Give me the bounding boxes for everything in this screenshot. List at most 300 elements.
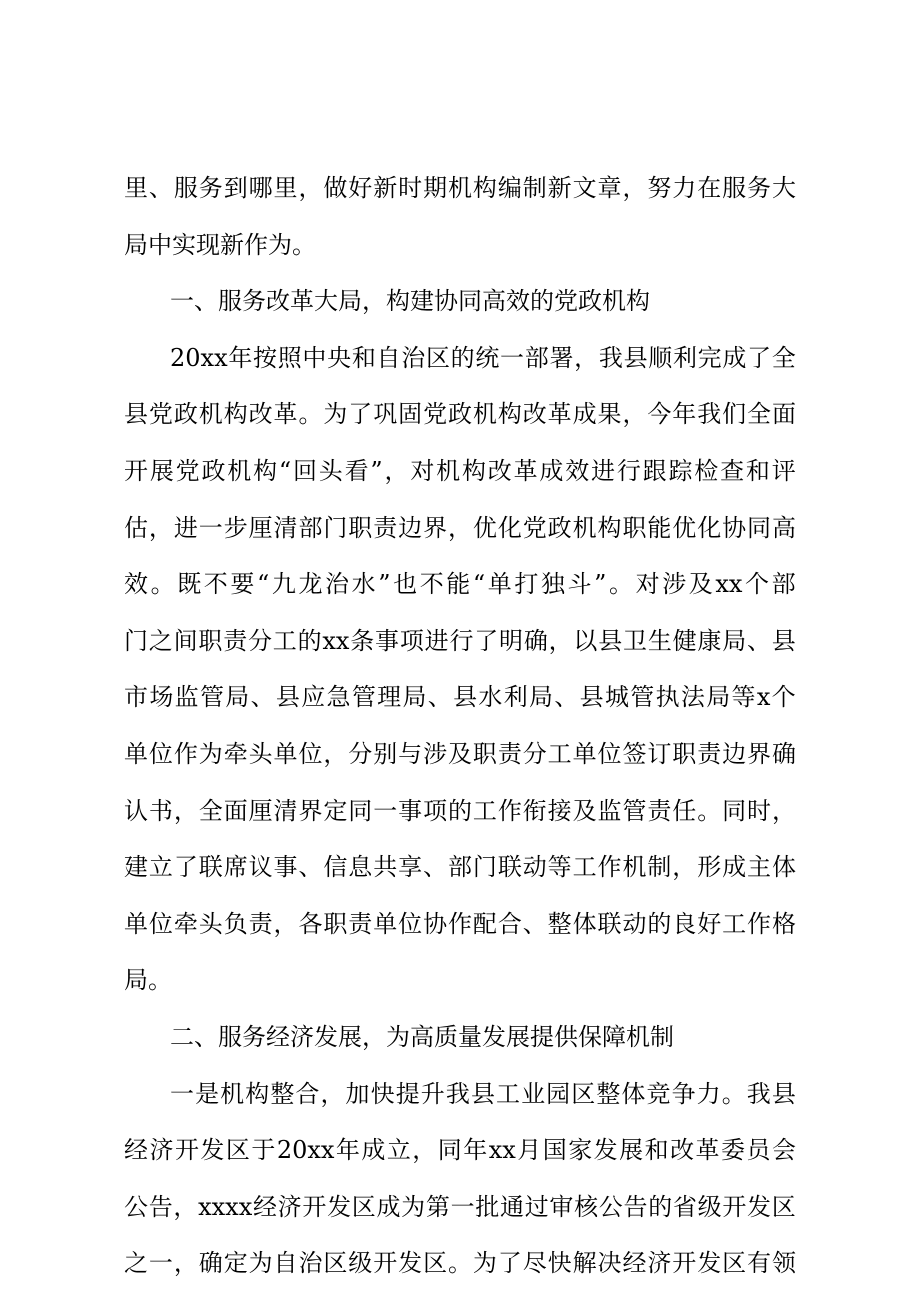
text-glyph: 门 (323, 513, 348, 542)
text-glyph: 制 (522, 174, 547, 202)
text-glyph: 职 (622, 513, 647, 542)
text-glyph: 康 (697, 626, 722, 655)
text-line (124, 386, 796, 443)
text-glyph: x (756, 683, 771, 712)
text-glyph: 发 (327, 1192, 352, 1221)
text-glyph: 动 (522, 853, 547, 882)
text-glyph: 我 (746, 1079, 771, 1108)
text-glyph: 。 (150, 570, 175, 599)
text-glyph: 管 (199, 683, 224, 712)
text-glyph: ， (672, 853, 697, 882)
text-glyph: 固 (398, 400, 423, 429)
text-glyph: 清 (273, 796, 298, 825)
text-glyph: 涉 (662, 570, 687, 599)
text-glyph: 享 (398, 853, 423, 882)
text-glyph: 协 (722, 513, 747, 542)
text-glyph: 好 (348, 174, 373, 202)
text-glyph: ， (548, 626, 573, 655)
text-glyph: 政 (547, 513, 572, 542)
text-line (124, 1122, 796, 1179)
text-glyph: 解 (572, 1249, 597, 1278)
text-glyph: 成 (361, 1136, 386, 1165)
text-glyph: 化 (497, 513, 522, 542)
text-glyph: 核 (574, 1192, 599, 1221)
text-glyph: 哪 (248, 174, 273, 202)
text-glyph: 定 (323, 796, 348, 825)
text-glyph: 水 (478, 683, 503, 712)
text-glyph: xx (715, 570, 743, 599)
text-glyph: ， (362, 287, 386, 316)
text-glyph: 政 (173, 400, 198, 429)
text-glyph: 优 (672, 513, 697, 542)
text-glyph: ， (384, 456, 409, 485)
text-line (124, 839, 796, 896)
text-glyph: 的 (447, 796, 472, 825)
text-glyph: 体 (621, 1079, 646, 1108)
text-glyph: 协 (423, 909, 448, 938)
text-glyph: 面 (771, 400, 796, 429)
text-glyph: 任 (672, 796, 697, 825)
text-glyph: 区 (225, 1136, 250, 1165)
text-glyph: 机 (572, 513, 597, 542)
text-glyph: 确 (771, 739, 796, 768)
text-glyph: 局 (124, 230, 148, 259)
text-glyph: 开 (302, 1192, 327, 1221)
text-glyph: 高 (410, 1022, 434, 1051)
text-glyph: 部 (298, 513, 323, 542)
text-glyph: 合 (497, 909, 522, 938)
text-glyph: 进 (591, 456, 615, 485)
text-line (124, 1066, 796, 1123)
text-glyph: 机 (198, 400, 223, 429)
text-glyph: 息 (348, 853, 373, 882)
text-glyph: 济 (647, 1249, 672, 1278)
text-glyph: 全 (771, 343, 796, 372)
text-glyph: 机 (220, 1079, 245, 1108)
text-glyph: xxxx (198, 1192, 253, 1221)
text-glyph: 位 (398, 909, 423, 938)
text-glyph: 席 (223, 853, 248, 882)
text-glyph: ， (320, 1079, 345, 1108)
text-glyph: 、 (194, 1022, 218, 1051)
text-glyph: 成 (572, 400, 597, 429)
text-glyph: 县 (275, 683, 300, 712)
text-glyph: 县 (771, 626, 796, 655)
text-glyph: 治 (298, 1249, 323, 1278)
text-glyph: 一 (500, 343, 525, 372)
text-glyph: 构 (626, 287, 650, 316)
text-glyph: 及 (688, 570, 713, 599)
text-glyph: 服 (173, 174, 198, 202)
text-glyph: 斗 (567, 570, 592, 599)
text-glyph: 国 (542, 1136, 567, 1165)
text-glyph: 市 (124, 683, 148, 712)
text-glyph: 利 (672, 343, 697, 372)
text-glyph: 好 (697, 909, 722, 938)
text-glyph: 条 (350, 626, 375, 655)
text-line (124, 613, 796, 670)
text-glyph: 照 (277, 343, 302, 372)
text-glyph: 为 (386, 1022, 410, 1051)
text-glyph: 职 (198, 626, 223, 655)
text-glyph: 估 (124, 513, 148, 542)
text-glyph: 高 (482, 287, 506, 316)
text-glyph: 事 (273, 853, 298, 882)
text-glyph: 健 (672, 626, 697, 655)
text-glyph: 头 (248, 739, 273, 768)
text-glyph: 快 (547, 1249, 572, 1278)
text-glyph: 县 (470, 1079, 495, 1108)
text-glyph: 机 (472, 400, 497, 429)
text-glyph: 工 (722, 909, 747, 938)
text-glyph: 、 (298, 853, 323, 882)
text-glyph: 责 (647, 796, 672, 825)
text-glyph: ， (148, 513, 173, 542)
text-glyph: 单 (273, 739, 298, 768)
text-glyph: 格 (771, 909, 796, 938)
text-glyph: 党 (148, 400, 173, 429)
text-glyph: 优 (472, 513, 497, 542)
text-glyph: 统 (475, 343, 500, 372)
text-glyph: ， (298, 174, 323, 202)
text-glyph: 革 (513, 456, 538, 485)
text-glyph: 领 (771, 1249, 796, 1278)
text-glyph: 确 (198, 1249, 223, 1278)
text-glyph: 时 (398, 174, 423, 202)
text-glyph: 、 (427, 683, 452, 712)
text-glyph: 制 (647, 853, 672, 882)
text-glyph: 为 (198, 739, 223, 768)
text-glyph: 部 (771, 570, 796, 599)
text-glyph: 巩 (373, 400, 398, 429)
text-glyph: 理 (377, 683, 402, 712)
text-glyph: 个 (745, 570, 770, 599)
text-glyph: 年 (463, 1136, 488, 1165)
text-glyph: 省 (672, 1192, 697, 1221)
text-glyph: 们 (722, 400, 747, 429)
text-glyph: 局 (722, 626, 747, 655)
text-glyph: 竞 (646, 1079, 671, 1108)
text-glyph: 改 (670, 1136, 695, 1165)
text-glyph: ， (412, 1136, 437, 1165)
text-glyph: 我 (697, 400, 722, 429)
text-glyph: 事 (375, 626, 400, 655)
text-glyph: 场 (149, 683, 174, 712)
text-glyph: 年 (228, 343, 253, 372)
text-glyph: 力 (672, 174, 697, 202)
text-glyph: 检 (694, 456, 719, 485)
text-glyph: 机 (622, 853, 647, 882)
text-line (124, 669, 796, 726)
text-glyph: 面 (223, 796, 248, 825)
text-glyph: 济 (290, 1022, 314, 1051)
text-glyph: 大 (771, 174, 796, 202)
text-glyph: 实 (172, 230, 196, 259)
text-glyph: 明 (499, 626, 524, 655)
text-glyph: 为 (323, 400, 348, 429)
text-glyph: 服 (218, 287, 242, 316)
text-glyph: 界 (423, 513, 448, 542)
text-line (124, 952, 796, 1009)
text-glyph: 整 (596, 1079, 621, 1108)
text-glyph: 监 (597, 796, 622, 825)
text-glyph: 良 (672, 909, 697, 938)
text-glyph: 边 (398, 513, 423, 542)
text-glyph: 成 (722, 343, 747, 372)
text-glyph: 20xx (276, 1136, 335, 1165)
text-glyph: 动 (622, 909, 647, 938)
text-glyph: 县 (771, 1079, 796, 1108)
text-glyph: ， (323, 739, 348, 768)
text-glyph: 区 (571, 1079, 596, 1108)
text-glyph: 协 (434, 287, 458, 316)
text-glyph: 同 (437, 1136, 462, 1165)
text-glyph: 区 (351, 1192, 376, 1221)
text-glyph: 期 (423, 174, 448, 202)
text-glyph: 发 (697, 1249, 722, 1278)
text-glyph: 保 (578, 1022, 602, 1051)
text-glyph: 工 (472, 796, 497, 825)
text-glyph: 责 (248, 909, 273, 938)
text-glyph: 效 (506, 287, 530, 316)
text-glyph: 务 (242, 1022, 266, 1051)
text-glyph: 发 (747, 1192, 772, 1221)
text-line (124, 896, 796, 953)
text-glyph: 革 (290, 287, 314, 316)
text-glyph: 一 (170, 1079, 194, 1108)
text-glyph: 有 (747, 1249, 772, 1278)
text-glyph: ， (173, 1192, 198, 1221)
text-glyph: 党 (175, 456, 200, 485)
text-glyph: 家 (568, 1136, 593, 1165)
text-glyph: 时 (747, 796, 772, 825)
text-glyph: 同 (458, 287, 482, 316)
text-glyph: ， (173, 1249, 198, 1278)
text-glyph: 合 (295, 1079, 320, 1108)
text-glyph: 顺 (648, 343, 673, 372)
text-glyph: 过 (524, 1192, 549, 1221)
text-glyph: 一 (148, 1249, 173, 1278)
text-glyph: 位 (298, 739, 323, 768)
text-glyph: 园 (546, 1079, 571, 1108)
text-glyph: 工 (272, 626, 297, 655)
text-glyph: 审 (549, 1192, 574, 1221)
text-glyph: 的 (648, 1192, 673, 1221)
text-glyph: 经 (252, 1192, 277, 1221)
text-glyph: 局 (402, 683, 427, 712)
text-glyph: xx (322, 626, 350, 655)
text-glyph: 完 (697, 343, 722, 372)
text-glyph: 了 (474, 626, 499, 655)
text-glyph: ， (622, 174, 647, 202)
text-glyph: 革 (547, 400, 572, 429)
text-glyph: 分 (348, 739, 373, 768)
text-glyph: 一 (198, 513, 223, 542)
text-glyph: 区 (423, 1249, 448, 1278)
text-glyph: 执 (655, 683, 680, 712)
text-glyph: 涉 (423, 739, 448, 768)
text-glyph: 单 (373, 909, 398, 938)
text-glyph: 里 (124, 174, 148, 202)
text-glyph: 回 (292, 456, 317, 485)
text-glyph: 边 (722, 739, 747, 768)
text-glyph: 单 (124, 739, 148, 768)
text-glyph: 牵 (223, 739, 248, 768)
text-glyph: 县 (623, 343, 648, 372)
text-glyph: ， (447, 513, 472, 542)
text-glyph: 机 (447, 174, 472, 202)
text-glyph: 障 (602, 1022, 626, 1051)
text-glyph: 了 (348, 400, 373, 429)
text-glyph: 联 (497, 853, 522, 882)
text-glyph: 作 (447, 909, 472, 938)
text-line (124, 273, 796, 330)
text-glyph: 联 (597, 909, 622, 938)
text-glyph: 委 (721, 1136, 745, 1165)
text-glyph: 构 (597, 513, 622, 542)
text-glyph: 政 (447, 400, 472, 429)
text-glyph: 工 (547, 739, 572, 768)
text-glyph: 批 (475, 1192, 500, 1221)
text-glyph: 步 (223, 513, 248, 542)
text-glyph: 我 (598, 343, 623, 372)
text-glyph: 局 (706, 683, 731, 712)
text-glyph: 部 (524, 343, 549, 372)
text-glyph: 联 (198, 853, 223, 882)
text-glyph: 能 (446, 570, 471, 599)
text-glyph: 的 (297, 626, 322, 655)
text-glyph: 改 (522, 400, 547, 429)
text-glyph: 、 (522, 909, 547, 938)
text-glyph: 公 (124, 1192, 148, 1221)
text-glyph: 经 (266, 1022, 290, 1051)
text-glyph: 按 (253, 343, 278, 372)
text-line (124, 1179, 796, 1236)
text-glyph: 和 (745, 456, 770, 485)
text-glyph: 建 (124, 853, 148, 882)
text-glyph: 开 (722, 1192, 747, 1221)
text-glyph: 发 (593, 1136, 618, 1165)
text-glyph: 二 (170, 1022, 194, 1051)
text-glyph: 高 (771, 513, 796, 542)
text-glyph: 签 (622, 739, 647, 768)
text-glyph: 构 (472, 174, 497, 202)
text-glyph: 行 (616, 456, 641, 485)
text-glyph: 治 (325, 570, 350, 599)
text-glyph: 局 (529, 683, 553, 712)
text-glyph: 一 (373, 796, 398, 825)
text-glyph: 。 (292, 230, 316, 259)
text-glyph: 务 (747, 174, 772, 202)
text-glyph: 果 (597, 400, 622, 429)
text-line (124, 783, 796, 840)
text-glyph: 。 (148, 966, 172, 995)
text-glyph: 的 (530, 287, 554, 316)
text-glyph: 发 (398, 1249, 423, 1278)
text-glyph: 发 (314, 1022, 338, 1051)
text-glyph: 对 (635, 570, 660, 599)
text-glyph: 作 (747, 909, 772, 938)
text-glyph: 公 (598, 1192, 623, 1221)
text-glyph: 。 (447, 1249, 472, 1278)
text-glyph: 在 (697, 174, 722, 202)
text-glyph: 的 (450, 343, 475, 372)
text-glyph: 争 (671, 1079, 696, 1108)
text-glyph: 努 (647, 174, 672, 202)
text-glyph: 看 (344, 456, 369, 485)
text-glyph: 党 (423, 400, 448, 429)
text-glyph: 了 (497, 1249, 522, 1278)
text-line (124, 556, 796, 613)
text-glyph: 要 (230, 570, 255, 599)
text-glyph: 济 (277, 1192, 302, 1221)
text-glyph: ” (378, 570, 391, 599)
text-glyph: 新 (373, 174, 398, 202)
text-glyph: 部 (447, 853, 472, 882)
text-glyph: 月 (517, 1136, 542, 1165)
text-glyph: 服 (218, 1022, 242, 1051)
text-glyph: 分 (247, 626, 272, 655)
text-glyph: 别 (373, 739, 398, 768)
text-line (124, 160, 796, 217)
text-glyph: 自 (273, 1249, 298, 1278)
text-glyph: 管 (630, 683, 655, 712)
text-line (124, 443, 796, 500)
text-glyph: 法 (680, 683, 705, 712)
text-line (124, 1009, 796, 1066)
text-glyph: 改 (248, 400, 273, 429)
text-glyph: ， (273, 909, 298, 938)
text-glyph: 一 (450, 1192, 475, 1221)
text-glyph: 对 (410, 456, 435, 485)
text-glyph: 应 (301, 683, 326, 712)
text-glyph: 构 (223, 400, 248, 429)
text-glyph: 改 (266, 287, 290, 316)
text-glyph: 机 (436, 456, 461, 485)
text-glyph: 之 (148, 626, 173, 655)
text-glyph: 展 (619, 1136, 644, 1165)
text-glyph: 效 (565, 456, 590, 485)
text-glyph: 展 (149, 456, 174, 485)
text-glyph: 之 (124, 1249, 148, 1278)
text-glyph: 局 (124, 966, 148, 995)
body-text (124, 160, 796, 1292)
text-glyph: 共 (373, 853, 398, 882)
text-glyph: 局 (225, 683, 250, 712)
text-glyph: 评 (771, 456, 796, 485)
text-glyph: 开 (373, 1249, 398, 1278)
text-glyph: 责 (697, 739, 722, 768)
text-glyph: 单 (124, 909, 148, 938)
text-glyph: ， (574, 343, 599, 372)
text-glyph: 局 (338, 287, 362, 316)
text-glyph: 、 (554, 683, 579, 712)
text-glyph: 利 (503, 683, 528, 712)
text-glyph: 为 (401, 1192, 426, 1221)
text-glyph: “ (472, 570, 486, 599)
text-glyph: 作 (244, 230, 268, 259)
text-glyph: 立 (148, 853, 173, 882)
text-glyph: 与 (398, 739, 423, 768)
text-glyph: 党 (522, 513, 547, 542)
text-glyph: 、 (423, 853, 448, 882)
text-glyph: 接 (547, 796, 572, 825)
text-glyph: 力 (696, 1079, 721, 1108)
text-glyph: 查 (720, 456, 745, 485)
text-line (124, 1235, 796, 1292)
text-glyph: 了 (173, 853, 198, 882)
text-glyph: 量 (458, 1022, 482, 1051)
